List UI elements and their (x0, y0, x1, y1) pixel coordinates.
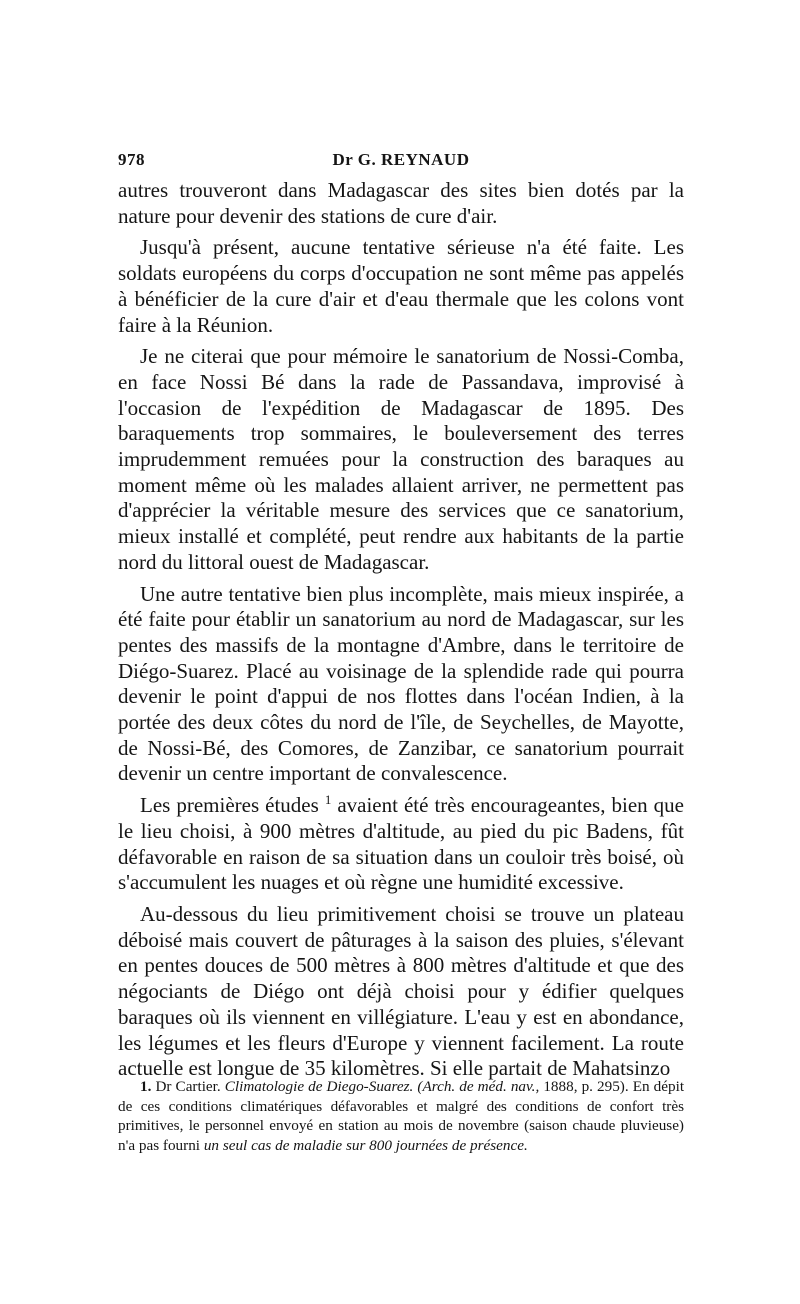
paragraph: autres trouveront dans Madagascar des sites bien dotés par la nature pour devenir des stations de cure d'air. (118, 178, 684, 228)
footnote-number: 1. (140, 1078, 152, 1095)
footnote-journal: (Arch. de méd. nav., (417, 1078, 540, 1095)
paragraph-text: Les premières études (140, 793, 319, 818)
paragraph: Au-dessous du lieu primitivement choisi se trouve un plateau déboisé mais couvert de pâturages à la saison des pluies, s'élevant en pentes douces de 500 mètres à 800 mètres d'altitude et que des négociants de Diégo ont déjà choisi pour y édifier quelques baraques où ils viennent en villégiature. L'eau y est en abondance, les légumes et les fleurs d'Europe y viennent facilement. La route actuelle est longue de 35 kilomètres. Si elle partait de Mahatsinzo (118, 901, 684, 1081)
footnote-title: Climatologie de Diego-Suarez. (224, 1078, 414, 1095)
footnote-emphasis: un seul cas de maladie sur 800 journées de présence. (203, 1136, 528, 1154)
footnote (118, 1077, 684, 1155)
footnote-text: 1888, p. 295). En dépit de ces conditions climatériques défavorables et malgré des conditions de confort très primitives, le personnel envoyé en station au mois de novembre (saison chaude pluvieuse) n'a pas fourni (118, 1078, 685, 1154)
paragraph: Une autre tentative bien plus incomplète, mais mieux inspirée, a été faite pour établir un sanatorium au nord de Madagascar, sur les pentes des massifs de la montagne d'Ambre, dans le territoire de Diégo-Suarez. Placé au voisinage de la splendide rade qui pourra devenir le point d'appui de nos flottes dans l'océan Indien, à la portée des deux côtes du nord de l'île, de Seychelles, de Mayotte, de Nossi-Bé, des Comores, de Zanzibar, ce sanatorium pourrait devenir un centre important de convalescence. (118, 581, 684, 786)
footnote-reference: 1 (324, 792, 332, 808)
page-header (118, 150, 684, 176)
footnote-author: Dr Cartier. (155, 1078, 221, 1095)
paragraph: Jusqu'à présent, aucune tentative sérieuse n'a été faite. Les soldats européens du corps d'occupation ne sont même pas appelés à bénéficier de la cure d'air et d'eau thermale que les colons vont faire à la Réunion. (118, 235, 684, 337)
paragraph-text: avaient été très encourageantes, bien que le lieu choisi, à 900 mètres d'altitude, au pied du pic Badens, fût défavorable en raison de sa situation dans un couloir très boisé, où s'accumulent les nuages et où règne une humidité excessive. (118, 793, 684, 895)
body-text (118, 178, 684, 1088)
page-number: 978 (118, 150, 145, 169)
paragraph (118, 793, 684, 896)
running-head: Dr G. REYNAUD (332, 150, 470, 169)
paragraph: Je ne citerai que pour mémoire le sanatorium de Nossi-Comba, en face Nossi Bé dans la rade de Passandava, improvisé à l'occasion de l'expédition de Madagascar de 1895. Des baraquements trop sommaires, le bouleversement des terres imprudemment remuées pour la construction des baraques au moment même où les malades allaient arriver, ne permettent pas d'apprécier la véritable mesure des services que ce sanatorium, mieux installé et complété, peut rendre aux habitants de la partie nord du littoral ouest de Madagascar. (118, 344, 684, 574)
